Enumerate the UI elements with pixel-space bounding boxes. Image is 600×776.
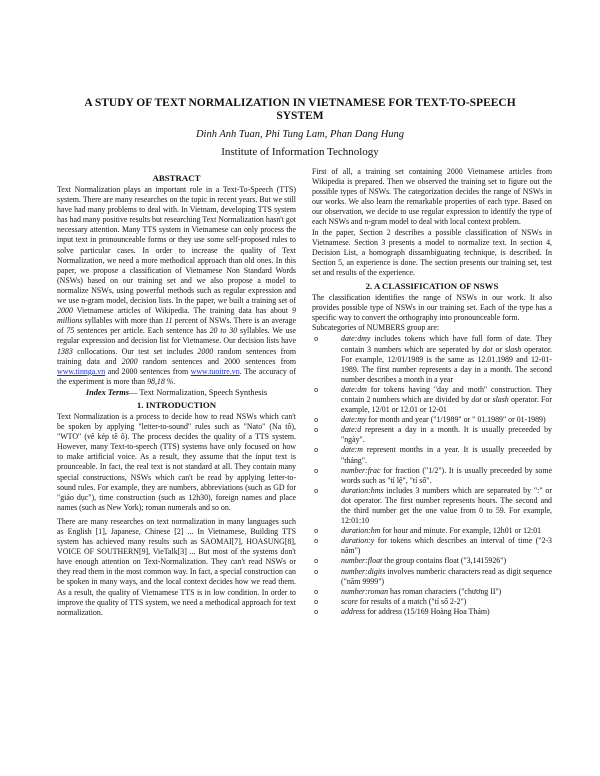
- bullet-icon: o: [314, 557, 319, 566]
- introduction-heading: 1. INTRODUCTION: [136, 399, 217, 410]
- nsw-item: o date:dm for tokens having "day and moth" construction. They contain 2 numbers which are divided by dot or slash operator. For example, 12/01 or 12.01 or 12-01: [314, 384, 552, 415]
- nsw-item: o number:roman has roman characters ("chương II"): [314, 586, 502, 596]
- classification-heading: 2. A CLASSIFICATION OF NSWS: [365, 281, 499, 292]
- bullet-icon: o: [314, 486, 319, 495]
- bullet-icon: o: [314, 537, 319, 546]
- intro-paragraph-2: There are many researches on text normalization in many languages such as English [1], Japanese, Chinese [2] ... In Vietnamese, Building TTS system has achieved many results such as SAOMAI[7], HOASUNG[8], VOICE OF SOUTHERN[9], VieTalk[3] ... But most of the systems don't have enough attention on Text-Normalization. They can't read NSWs or they read them in the most common way. In fact, a special construction can be spoken in many ways, and the local context decides how we read them. As a result, the quality of Vietnamese TTS is in low condition. In order to improve the quality of TTS system, we need a methodical approach for text normalization.: [57, 516, 296, 617]
- index-terms: Index Terms— Text Normalization, Speech Synthesis: [85, 387, 268, 397]
- nsw-item: o number:digits involves numberic characters read as digit sequence ("năm 9999"): [314, 566, 552, 586]
- link-tinnga[interactable]: www.tinnga.vn: [57, 366, 106, 376]
- nsw-item: o duration:hms includes 3 numbers which are separeated by ":" or dot operator. The first number represents hours. The second and the third number get the one value from 0 to 59. For example, 12:01:10: [314, 485, 552, 526]
- paper-title: A STUDY OF TEXT NORMALIZATION IN VIETNAMESE FOR TEXT-TO-SPEECH SYSTEM: [84, 97, 516, 122]
- bullet-icon: o: [314, 587, 319, 596]
- bullet-icon: o: [314, 607, 319, 616]
- nsw-item: o date:dmy includes tokens which have full form of date. They contain 3 numbers which are seperated by dot or slash operator. For example, 12/01/1989 is the same as 12.01.1989 and 12-01-1989. The first number represents a day in a month. The second number describes a month in a year: [314, 334, 552, 384]
- right-paragraph-2: In the paper, Section 2 describes a possible classification of NSWs in Vietnamese. Section 3 presents a model to normalize text. In section 4, Decision List, a homograph dissambiguating technique, is described. In Section 5, an experience is done. The section presents our training set, test set and results of the experience.: [312, 227, 552, 277]
- nsw-item: o date:m represent months in a year. It is usually preceeded by "tháng".: [314, 445, 552, 465]
- abstract-heading: ABSTRACT: [152, 173, 201, 183]
- abstract-paragraph: Text Normalization plays an important role in a Text-To-Speech (TTS) system. There are many researches on the topic in recent years. But we still have had many problems to deal with. In Vietnam, developing TTS system has had many positive results but researching Text Normalization hasn't got necessary attention. Many TTS system in Vietnamese can only process the input text in pronounceable forms or they use some self-proposed rules to solve particular cases. In order to increase the quality of Text Normalization, we need a more methodical approach than old ones. In this paper, we propose a classification of Vietnamese Non Standard Words (NSWs) based on our training set and we also propose a model to normalize NSWs, using powerful methods such as regular expression and we use n-gram model, decision lists. In the paper, we built a training set of 2000 Vietnamese articles of Wikipedia. The training data has about 9 millions syllables with more than 11 percent of NSWs. There is an average of 75 sentences per article. Each sentence has 20 to 30 syllables. We use regular expression and decision list for Vietnamese. Our decision lists have 1383 collocations. Our test set includes 2000 random sentences from training data and 2000 random sentences and 2000 sentences from www.tinnga.vn and 2000 sentences from www.tuoitre.vn. The accuracy of the experiment is more than 98,18 %.: [57, 185, 296, 386]
- nsw-list: [312, 334, 552, 617]
- intro-paragraph-1: Text Normalization is a process to decide how to read NSWs which can't be spoken by applying "letter-to-sound" rules such as "Nato" (Na tô), "WTO" (vê kép tê ô). The process decides the quality of a TTS system. However, many Text-to-speech (TTS) systems have only focused on how to make artificial voice. As a result, they assume that the input text is prounceable. In fact, the real text is not standard at all. They contain many special constructions, NSWs which can't be read by applying letter-to-sound rules. For example, they are numbers, abbreviations (such as GD for "giáo dục"), time construction (such as 12h30), foreign names and place names (such as New York); roman numerals and so on.: [57, 411, 296, 512]
- nsw-item: o duration:hm for hour and minute. For example, 12h01 or 12:01: [314, 526, 542, 536]
- bullet-icon: o: [314, 567, 319, 576]
- bullet-icon: o: [314, 527, 319, 536]
- bullet-icon: o: [314, 426, 319, 435]
- nsw-item: o address for address (15/169 Hoàng Hoa Thám): [314, 606, 490, 616]
- subcategories-label: Subcategories of NUMBERS group are:: [312, 323, 440, 333]
- bullet-icon: o: [314, 335, 319, 344]
- nsw-item: o date:my for month and year ("1/1989" or " 01.1989" or 01-1989): [314, 415, 546, 425]
- paper-institution: Institute of Information Technology: [221, 146, 379, 158]
- bullet-icon: o: [314, 597, 319, 606]
- nsw-item: o score for results of a match ("tỉ số 2-2"): [314, 596, 467, 606]
- right-column: [312, 167, 552, 617]
- nsw-item: o duration:y for tokens which describes an interval of time ("2-3 năm"): [314, 536, 552, 556]
- left-column: [57, 172, 296, 618]
- link-tuoitre[interactable]: www.tuoitre.vn: [190, 366, 240, 376]
- bullet-icon: o: [314, 385, 319, 394]
- bullet-icon: o: [314, 466, 319, 475]
- nsw-item: o number:frac for fraction ("1/2"). It is usually preceeded by some words such as "tỉ lệ", "tỉ số".: [314, 465, 552, 485]
- nsw-item: o date:d represent a day in a month. It is usually preceeded by "ngày".: [314, 425, 552, 445]
- bullet-icon: o: [314, 416, 319, 425]
- classification-paragraph: The classification identifies the range of NSWs in our work. It also provides possible type of NSWs in our training set. Each of the type has a specific way to convert the orthography into pronounceable form.: [312, 293, 552, 323]
- paper-authors: Dinh Anh Tuan, Phi Tung Lam, Phan Dang Hung: [195, 129, 405, 140]
- bullet-icon: o: [314, 446, 319, 455]
- right-paragraph-1: First of all, a training set containing 2000 Vietnamese articles from Wikipedia is prepared. Then we observed the training set to figure out the possible types of NSWs. The categorization decides the range of NSWs in our works. We also learn the remarkable properties of each type. Based on our observation, we decide to use regular expression to identify the type of each NSWs and n-gram model to deal with local context problem.: [312, 167, 552, 227]
- nsw-item: o number:float the group contains float ("3,1415926"): [314, 556, 507, 566]
